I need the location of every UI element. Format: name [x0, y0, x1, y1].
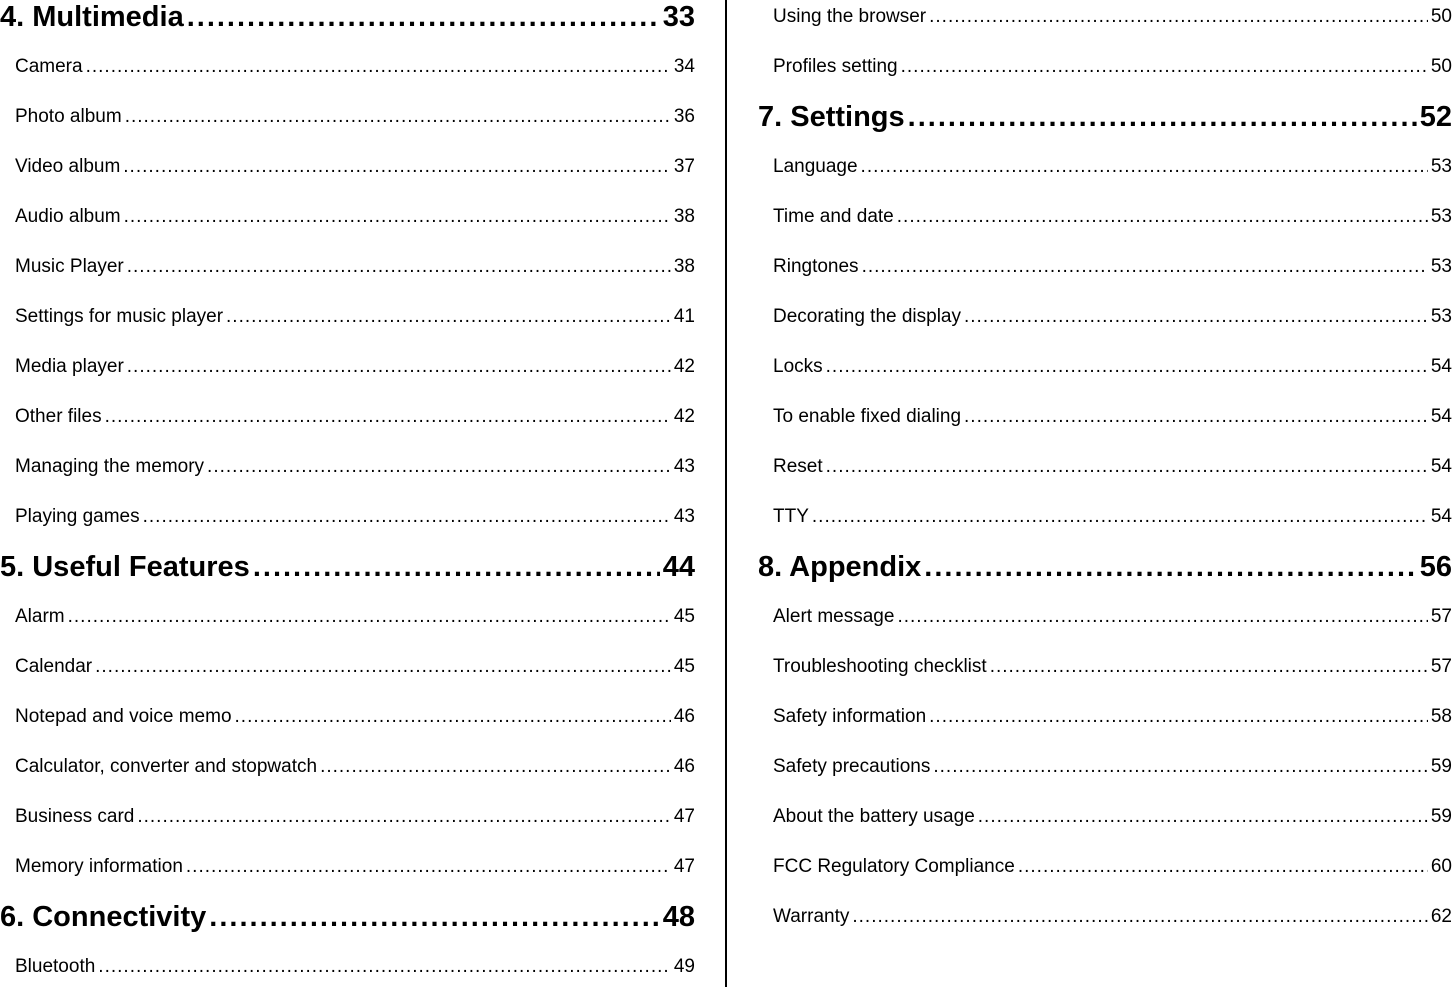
toc-title: Music Player: [15, 256, 124, 277]
toc-title: Alarm: [15, 606, 65, 627]
toc-title: Audio album: [15, 206, 121, 227]
toc-entry-fcc-regulatory-compliance[interactable]: [758, 856, 1452, 880]
toc-entry-troubleshooting-checklist[interactable]: [758, 656, 1452, 680]
toc-page-number: 58: [1430, 706, 1452, 727]
dot-leader: [929, 706, 1428, 728]
toc-title: Warranty: [773, 906, 850, 927]
toc-title: Photo album: [15, 106, 122, 127]
toc-entry-playing-games[interactable]: [0, 506, 695, 530]
dot-leader: [908, 101, 1417, 134]
toc-page-number: 57: [1430, 656, 1452, 677]
dot-leader: [897, 606, 1427, 628]
toc-entry-alarm[interactable]: [0, 606, 695, 630]
toc-entry-ringtones[interactable]: [758, 256, 1452, 280]
toc-page-number: 54: [1430, 356, 1452, 377]
toc-title: Language: [773, 156, 858, 177]
toc-title: Calendar: [15, 656, 93, 677]
toc-title: FCC Regulatory Compliance: [773, 856, 1015, 877]
toc-title: Safety precautions: [773, 756, 931, 777]
toc-page-number: 41: [673, 306, 695, 327]
toc-title: Memory information: [15, 856, 183, 877]
toc-page-number: 47: [673, 856, 695, 877]
dot-leader: [924, 551, 1416, 584]
toc-page-number: 54: [1430, 406, 1452, 427]
toc-section-7-settings[interactable]: [758, 101, 1452, 137]
column-divider: [725, 0, 727, 987]
toc-entry-memory-information[interactable]: [0, 856, 695, 880]
toc-page-number: 52: [1419, 101, 1452, 133]
toc-page-number: 53: [1430, 256, 1452, 277]
toc-entry-other-files[interactable]: [0, 406, 695, 430]
toc-page-number: 38: [673, 206, 695, 227]
toc-title: About the battery usage: [773, 806, 975, 827]
dot-leader: [901, 56, 1428, 78]
toc-section-4-multimedia[interactable]: [0, 1, 695, 37]
toc-entry-locks[interactable]: [758, 356, 1452, 380]
toc-page-number: 56: [1419, 551, 1452, 583]
dot-leader: [207, 456, 671, 478]
toc-entry-notepad-and-voice-memo[interactable]: [0, 706, 695, 730]
toc-title: Locks: [773, 356, 823, 377]
toc-entry-time-and-date[interactable]: [758, 206, 1452, 230]
toc-entry-video-album[interactable]: [0, 156, 695, 180]
toc-entry-media-player[interactable]: [0, 356, 695, 380]
toc-entry-safety-information[interactable]: [758, 706, 1452, 730]
dot-leader: [98, 956, 671, 978]
toc-page-number: 53: [1430, 156, 1452, 177]
dot-leader: [127, 256, 671, 278]
dot-leader: [68, 606, 671, 628]
toc-page-number: 53: [1430, 306, 1452, 327]
toc-entry-language[interactable]: [758, 156, 1452, 180]
toc-title: Media player: [15, 356, 124, 377]
toc-title: 5. Useful Features: [0, 551, 250, 583]
toc-entry-tty[interactable]: [758, 506, 1452, 530]
dot-leader: [320, 756, 671, 778]
toc-title: Video album: [15, 156, 121, 177]
toc-title: 6. Connectivity: [0, 901, 207, 933]
dot-leader: [253, 551, 660, 584]
dot-leader: [978, 806, 1428, 828]
toc-page-number: 36: [673, 106, 695, 127]
dot-leader: [929, 6, 1428, 28]
toc-entry-photo-album[interactable]: [0, 106, 695, 130]
dot-leader: [897, 206, 1428, 228]
dot-leader: [125, 106, 671, 128]
toc-title: Alert message: [773, 606, 895, 627]
toc-title: Business card: [15, 806, 135, 827]
dot-leader: [990, 656, 1428, 678]
toc-title: Playing games: [15, 506, 140, 527]
toc-entry-to-enable-fixed-dialing[interactable]: [758, 406, 1452, 430]
toc-page-number: 33: [662, 1, 695, 33]
toc-page-number: 42: [673, 356, 695, 377]
toc-page-number: 46: [673, 756, 695, 777]
toc-page-number: 48: [662, 901, 695, 933]
toc-page-number: 54: [1430, 456, 1452, 477]
toc-section-6-connectivity[interactable]: [0, 901, 695, 937]
toc-title: Bluetooth: [15, 956, 96, 977]
dot-leader: [933, 756, 1427, 778]
toc-page-number: 57: [1430, 606, 1452, 627]
dot-leader: [143, 506, 671, 528]
toc-entry-calculator-converter-and-stopwatch[interactable]: [0, 756, 695, 780]
toc-title: Safety information: [773, 706, 927, 727]
toc-page-number: 53: [1430, 206, 1452, 227]
toc-page-number: 38: [673, 256, 695, 277]
dot-leader: [86, 56, 671, 78]
toc-title: Reset: [773, 456, 823, 477]
toc-title: Ringtones: [773, 256, 859, 277]
toc-page-number: 60: [1430, 856, 1452, 877]
dot-leader: [187, 1, 660, 34]
dot-leader: [123, 156, 671, 178]
toc-entry-reset[interactable]: [758, 456, 1452, 480]
toc-title: Managing the memory: [15, 456, 205, 477]
toc-entry-camera[interactable]: [0, 56, 695, 80]
toc-title: Profiles setting: [773, 56, 898, 77]
toc-page-number: 43: [673, 506, 695, 527]
toc-entry-settings-for-music-player[interactable]: [0, 306, 695, 330]
toc-page-number: 54: [1430, 506, 1452, 527]
toc-entry-safety-precautions[interactable]: [758, 756, 1452, 780]
toc-title: Other files: [15, 406, 102, 427]
toc-page-number: 49: [673, 956, 695, 977]
toc-entry-audio-album[interactable]: [0, 206, 695, 230]
toc-title: Decorating the display: [773, 306, 961, 327]
toc-entry-music-player[interactable]: [0, 256, 695, 280]
toc-title: Notepad and voice memo: [15, 706, 232, 727]
toc-page-number: 62: [1430, 906, 1452, 927]
toc-entry-alert-message[interactable]: [758, 606, 1452, 630]
toc-entry-bluetooth[interactable]: [0, 956, 695, 980]
toc-title: To enable fixed dialing: [773, 406, 962, 427]
dot-leader: [852, 906, 1427, 928]
dot-leader: [226, 306, 671, 328]
toc-page-number: 59: [1430, 806, 1452, 827]
toc-title: Troubleshooting checklist: [773, 656, 987, 677]
dot-leader: [862, 256, 1428, 278]
toc-entry-calendar[interactable]: [0, 656, 695, 680]
dot-leader: [127, 356, 671, 378]
toc-page-number: 45: [673, 656, 695, 677]
toc-title: 4. Multimedia: [0, 1, 184, 33]
toc-section-8-appendix[interactable]: [758, 551, 1452, 587]
toc-entry-managing-the-memory[interactable]: [0, 456, 695, 480]
toc-page-number: 47: [673, 806, 695, 827]
dot-leader: [235, 706, 671, 728]
toc-title: TTY: [773, 506, 809, 527]
dot-leader: [95, 656, 671, 678]
dot-leader: [812, 506, 1428, 528]
toc-page-number: 42: [673, 406, 695, 427]
toc-page-number: 43: [673, 456, 695, 477]
toc-title: 7. Settings: [758, 101, 905, 133]
toc-page-number: 50: [1430, 56, 1452, 77]
toc-title: Using the browser: [773, 6, 927, 27]
toc-page-number: 37: [673, 156, 695, 177]
dot-leader: [186, 856, 671, 878]
toc-page-number: 45: [673, 606, 695, 627]
dot-leader: [826, 456, 1428, 478]
dot-leader: [964, 306, 1428, 328]
dot-leader: [124, 206, 671, 228]
toc-page-number: 44: [662, 551, 695, 583]
toc-page-number: 59: [1430, 756, 1452, 777]
toc-entry-warranty[interactable]: [758, 906, 1452, 930]
toc-title: Calculator, converter and stopwatch: [15, 756, 318, 777]
toc-page-number: 34: [673, 56, 695, 77]
dot-leader: [964, 406, 1428, 428]
dot-leader: [209, 901, 659, 934]
toc-page-number: 50: [1430, 6, 1452, 27]
dot-leader: [105, 406, 671, 428]
toc-entry-decorating-the-display[interactable]: [758, 306, 1452, 330]
toc-title: Time and date: [773, 206, 894, 227]
toc-title: Camera: [15, 56, 83, 77]
dot-leader: [861, 156, 1428, 178]
dot-leader: [826, 356, 1428, 378]
toc-entry-about-the-battery-usage[interactable]: [758, 806, 1452, 830]
dot-leader: [1018, 856, 1428, 878]
toc-entry-using-the-browser[interactable]: [758, 6, 1452, 30]
toc-page-number: 46: [673, 706, 695, 727]
toc-entry-profiles-setting[interactable]: [758, 56, 1452, 80]
toc-entry-business-card[interactable]: [0, 806, 695, 830]
dot-leader: [137, 806, 671, 828]
toc-section-5-useful-features[interactable]: [0, 551, 695, 587]
toc-title: 8. Appendix: [758, 551, 922, 583]
toc-title: Settings for music player: [15, 306, 224, 327]
